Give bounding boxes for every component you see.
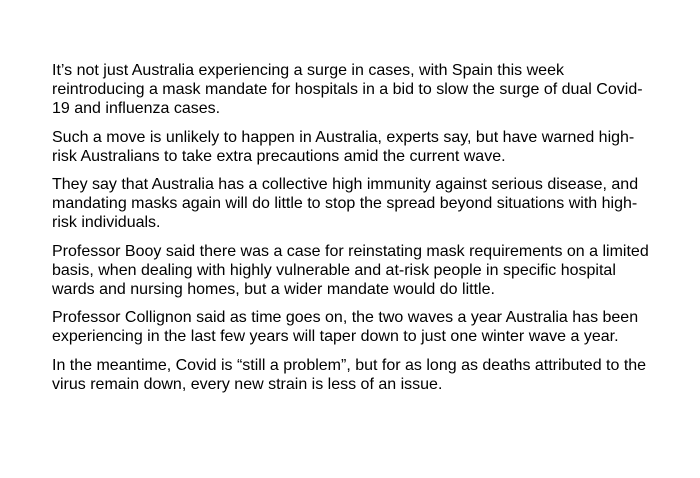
paragraph-professor-booy: Professor Booy said there was a case for reinstating mask requirements on a limited basis, when dealing with highly vulnerable and at-risk people in specific hospital wards and nursing homes, but a wider mandate would do little. — [52, 242, 649, 298]
paragraph-professor-collignon: Professor Collignon said as time goes on, the two waves a year Australia has been experiencing in the last few years will taper down to just one winter wave a year. — [52, 309, 639, 345]
paragraph-covid-still-a-problem: In the meantime, Covid is “still a problem”, but for as long as deaths attributed to the virus remain down, every new strain is less of an issue. — [52, 356, 647, 393]
paragraph-experts-warning: Such a move is unlikely to happen in Australia, experts say, but have warned high-risk Australians to take extra precautions amid the current wave. — [52, 128, 635, 165]
article-body — [52, 61, 652, 403]
paragraph-collective-immunity: They say that Australia has a collective high immunity against serious disease, and mandating masks again will do little to stop the spread beyond situations with high-risk individuals. — [52, 176, 639, 231]
paragraph-spain-mask-mandate: It’s not just Australia experiencing a surge in cases, with Spain this week reintroducing a mask mandate for hospitals in a bid to slow the surge of dual Covid-19 and influenza cases. — [52, 62, 643, 117]
